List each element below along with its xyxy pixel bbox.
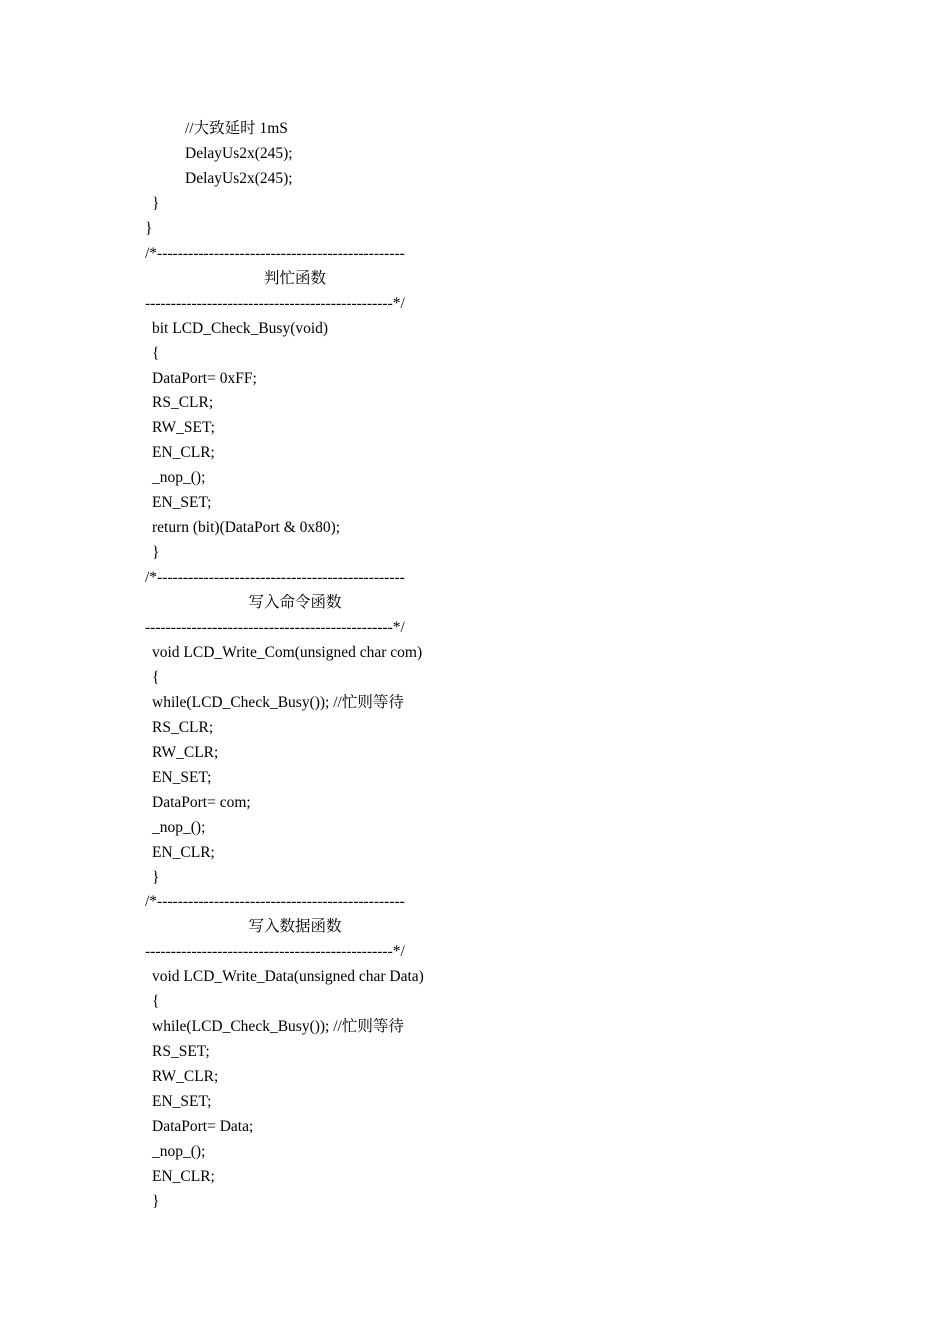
code-line: /*------------------------------------------------ xyxy=(145,244,405,262)
code-line: RW_CLR; xyxy=(152,743,219,761)
section-heading: 判忙函数 xyxy=(263,269,326,287)
code-line: EN_SET; xyxy=(152,1093,212,1111)
code-line: EN_SET; xyxy=(152,768,212,786)
code-line: EN_CLR; xyxy=(152,444,215,462)
code-line: DataPort= com; xyxy=(152,793,251,811)
code-line: DataPort= 0xFF; xyxy=(152,369,257,387)
code-line: while(LCD_Check_Busy()); //忙则等待 xyxy=(152,693,404,711)
code-line: _nop_(); xyxy=(152,469,206,487)
code-line: EN_CLR; xyxy=(152,843,215,861)
code-line: /*------------------------------------------------ xyxy=(145,893,405,911)
code-line: EN_CLR; xyxy=(152,1167,215,1185)
section-heading: 写入命令函数 xyxy=(248,594,342,612)
code-line: _nop_(); xyxy=(152,1142,206,1160)
code-line: } xyxy=(152,194,160,212)
code-line: RW_SET; xyxy=(152,419,215,437)
code-line: EN_SET; xyxy=(152,494,212,512)
code-line: } xyxy=(152,544,160,562)
code-line: RS_SET; xyxy=(152,1043,210,1061)
code-line: void LCD_Write_Data(unsigned char Data) xyxy=(152,968,424,986)
code-line: } xyxy=(152,868,160,886)
code-line: DelayUs2x(245); xyxy=(185,169,293,187)
code-line: DataPort= Data; xyxy=(152,1118,254,1135)
code-line: DelayUs2x(245); xyxy=(185,144,293,162)
section-heading: 写入数据函数 xyxy=(248,918,342,936)
code-line: RS_CLR; xyxy=(152,394,214,412)
code-line: ------------------------------------------------*/ xyxy=(145,294,405,312)
code-line: bit LCD_Check_Busy(void) xyxy=(152,319,329,337)
code-line: ------------------------------------------------*/ xyxy=(145,943,405,961)
code-line: void LCD_Write_Com(unsigned char com) xyxy=(152,643,423,661)
code-line: } xyxy=(152,1192,160,1210)
code-line: { xyxy=(152,668,160,686)
code-line: /*------------------------------------------------ xyxy=(145,569,405,587)
code-line: ------------------------------------------------*/ xyxy=(145,619,405,636)
code-line: _nop_(); xyxy=(152,818,206,836)
code-line: while(LCD_Check_Busy()); //忙则等待 xyxy=(152,1018,404,1036)
code-line: //大致延时 1mS xyxy=(185,120,288,137)
code-line: { xyxy=(152,993,160,1011)
code-line: return (bit)(DataPort & 0x80); xyxy=(152,519,341,537)
code-line: RW_CLR; xyxy=(152,1068,219,1086)
code-line: } xyxy=(145,219,153,237)
code-line: { xyxy=(152,344,160,362)
code-line: RS_CLR; xyxy=(152,718,214,736)
